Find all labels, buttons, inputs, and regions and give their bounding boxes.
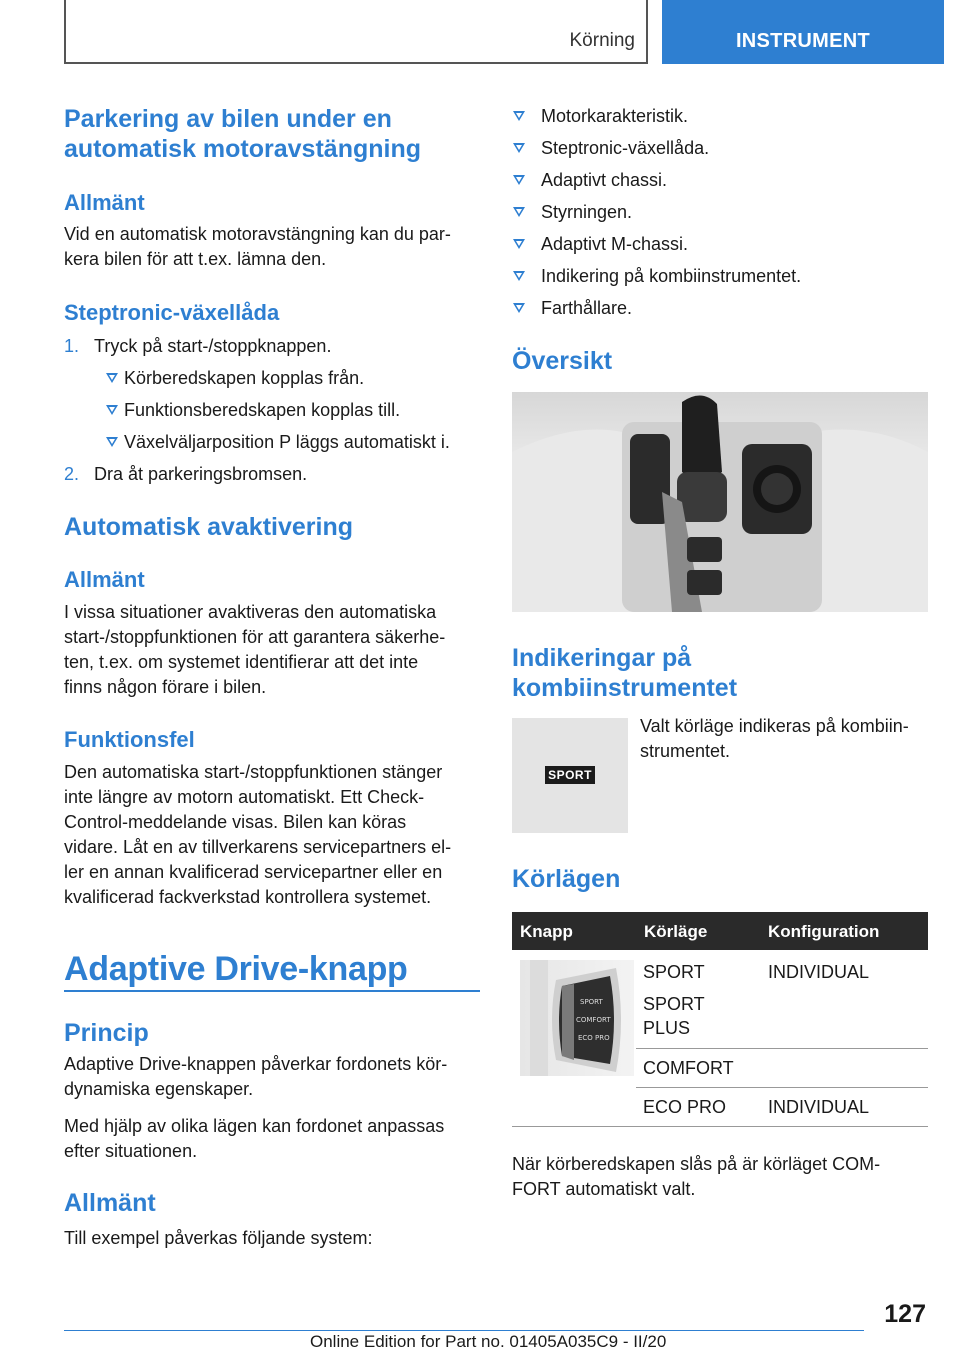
bullet-triangle-icon	[513, 239, 525, 249]
drive-mode-button-image	[520, 960, 634, 1076]
chapter-tab[interactable]: INSTRUMENT	[662, 0, 944, 64]
bullet-triangle-icon	[513, 303, 525, 313]
table-cell-config: INDIVIDUAL	[768, 962, 870, 982]
step-number: 2.	[64, 464, 80, 484]
bullet-triangle-icon	[513, 207, 525, 217]
list-item: Farthållare.	[541, 298, 633, 318]
table-cell-mode: SPORT	[643, 962, 705, 982]
text-after-table: När körberedskapen slås på är körläget COM- FORT automatiskt valt.	[512, 1154, 881, 1199]
sport-display-badge: SPORT	[545, 766, 595, 784]
table-divider	[512, 1126, 928, 1127]
heading-parkering: Parkering av bilen under en automatisk motoravstängning	[64, 105, 421, 163]
list-item: Körberedskapen kopplas från.	[124, 368, 365, 388]
heading-allmant-3: Allmänt	[64, 1189, 156, 1217]
text-funktionsfel: Den automatiska start-/stoppfunktionen stänger inte längre av motorn automatiskt. Ett Check- Control-meddelande visas. Bilen kan köras vidare. Låt en av tillverkarens servicepartners el- ler en annan kvalificerad servicepartner eller en kvalificerad fackverkstad kontrollera systemet.	[64, 762, 452, 907]
heading-steptronic: Steptronic-växellåda	[64, 300, 280, 325]
table-divider	[636, 1087, 928, 1088]
center-console-image	[512, 392, 928, 612]
heading-korlagen: Körlägen	[512, 865, 621, 893]
bullet-triangle-icon	[106, 437, 118, 447]
list-item: Steptronic-växellåda.	[541, 138, 710, 158]
list-item: Styrningen.	[541, 202, 633, 222]
svg-text:SPORT: SPORT	[580, 998, 603, 1006]
svg-text:ECO PRO: ECO PRO	[578, 1034, 610, 1042]
table-cell-mode: COMFORT	[643, 1058, 734, 1078]
text-allmant-3: Till exempel påverkas följande system:	[64, 1228, 373, 1248]
bullet-triangle-icon	[513, 175, 525, 185]
column-header: Knapp	[520, 922, 573, 941]
bullet-triangle-icon	[513, 271, 525, 281]
list-item: Adaptivt chassi.	[541, 170, 668, 190]
footer-rule	[64, 1330, 864, 1331]
drive-mode-switch-illustration	[520, 960, 634, 1076]
heading-princip: Princip	[64, 1019, 149, 1047]
text-princip-1: Adaptive Drive-knappen påverkar fordonets kör- dynamiska egenskaper.	[64, 1054, 448, 1099]
heading-automatisk-avaktivering: Automatisk avaktivering	[64, 513, 353, 541]
section-rule	[64, 990, 480, 992]
bullet-triangle-icon	[106, 405, 118, 415]
heading-funktionsfel: Funktionsfel	[64, 727, 195, 752]
list-item: Motorkarakteristik.	[541, 106, 689, 126]
text-allmant-1: Vid en automatisk motoravstängning kan du par- kera bilen för att t.ex. lämna den.	[64, 224, 451, 269]
text-indikering: Valt körläge indikeras på kombiin- strumentet.	[640, 716, 909, 761]
step-text: Tryck på start-/stoppknappen.	[94, 336, 332, 356]
column-header: Konfiguration	[768, 922, 880, 941]
table-cell-mode: ECO PRO	[643, 1097, 727, 1117]
heading-oversikt: Översikt	[512, 347, 613, 375]
heading-allmant-2: Allmänt	[64, 567, 145, 592]
bullet-triangle-icon	[513, 143, 525, 153]
list-item: Funktionsberedskapen kopplas till.	[124, 400, 401, 420]
heading-allmant-1: Allmänt	[64, 190, 145, 215]
header-tab-frame	[64, 0, 648, 64]
svg-text:COMFORT: COMFORT	[576, 1016, 611, 1024]
list-item: Indikering på kombiinstrumentet.	[541, 266, 802, 286]
step-text: Dra åt parkeringsbromsen.	[94, 464, 308, 484]
text-princip-2: Med hjälp av olika lägen kan fordonet anpassas efter situationen.	[64, 1116, 445, 1161]
table-cell-mode: SPORT PLUS	[643, 994, 705, 1038]
step-number: 1.	[64, 336, 80, 356]
footer-edition: Online Edition for Part no. 01405A035C9 - II/20	[310, 1332, 667, 1351]
center-console-illustration	[512, 392, 928, 612]
text-allmant-2: I vissa situationer avaktiveras den automatiska start-/stoppfunktionen för att garantera säkerhe- ten, t.ex. om systemet identifierar att det inte finns någon förare i bilen.	[64, 602, 446, 697]
table-cell-config: INDIVIDUAL	[768, 1097, 870, 1117]
bullet-triangle-icon	[106, 373, 118, 383]
list-item: Adaptivt M-chassi.	[541, 234, 689, 254]
bullet-triangle-icon	[513, 111, 525, 121]
table-header	[512, 912, 928, 950]
table-divider	[636, 1048, 928, 1049]
heading-indikeringar: Indikeringar på kombiinstrumentet	[512, 644, 738, 702]
section-tab[interactable]: Körning	[569, 30, 635, 51]
page-number: 127	[884, 1300, 926, 1328]
column-header: Körläge	[644, 922, 708, 941]
list-item: Växelväljarposition P läggs automatiskt i.	[124, 432, 450, 452]
heading-adaptive-drive: Adaptive Drive-knapp	[64, 950, 408, 988]
